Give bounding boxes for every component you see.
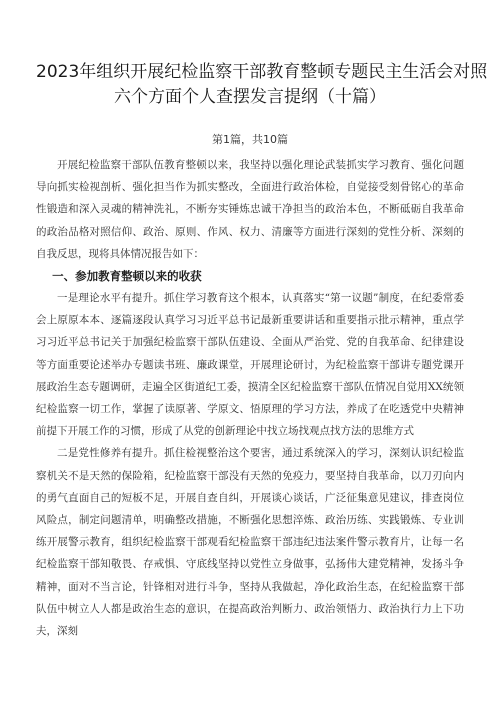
body-paragraph: 二是党性修养有提升。抓住检视整治这个要害，通过系统深入的学习，深刻认识纪检监察机关不是天然的保险箱，纪检监察干部没有天然的免疫力，要坚持自我革命，以刀刃向内的勇气直面自己的短板不足，开展自查自纠，开展谈心谈话，广泛征集意见建议，排查岗位风险点，制定问题清单，明确整改措施，不断强化思想淬炼、政治历练、实践锻炼、专业训练开展警示教育，组织纪检监察干部观看纪检监察干部违纪违法案件警示教育片，让每一名纪检监察干部知敬畏、存戒惧、守底线坚持以党性立身做事，弘扬伟大建党精神，发扬斗争精神，面对不当言论，针锋相对进行斗争，坚持从我做起，净化政治生态，在纪检监察干部队伍中树立人人都是政治生态的意识，在提高政治判断力、政治领悟力、政治执行力上下功夫，深刻 (36, 447, 464, 638)
section-heading: 一、参加教育整顿以来的收获 (52, 269, 202, 284)
body-paragraph: 一是理论水平有提升。抓住学习教育这个根本，认真落实“第一议题”制度，在纪委常委会上原原本本、逐篇逐段认真学习习近平总书记最新重要讲话和重要指示批示精神，重点学习习近平总书记关于加强纪检监察干部队伍建设、全面从严治党、党的自我革命、纪律建设等方面重要论述举办专题读书班、廉政课堂，开展理论研讨，为纪检监察干部讲专题党课开展政治生态专题调研，走遍全区街道纪工委，摸清全区纪检监察干部队伍情况自觉用XX统领纪检监察一切工作，掌握了读原著、学原文、悟原理的学习方法，养成了在吃透党中央精神前提下开展工作的习惯，形成了从党的创新理论中找立场找观点找方法的思维方式 (36, 292, 464, 438)
title-line-1: 2023年组织开展纪检监察干部教育整顿专题民主生活会对照 (36, 62, 488, 82)
part-indicator: 第1篇，共10篇 (212, 133, 288, 146)
document-title (36, 0, 488, 110)
title-line-2: 六个方面个人查摆发言提纲（十篇） (114, 87, 386, 107)
document-body (36, 154, 464, 642)
intro-paragraph: 开展纪检监察干部队伍教育整顿以来，我坚持以强化理论武装抓实学习教育、强化问题导向抓实检视剖析、强化担当作为抓实整改，全面进行政治体检，自觉接受刻骨铭心的革命性锻造和深入灵魂的精神洗礼，不断夯实锤炼忠诚干净担当的政治本色，不断砥砺自我革命的政治品格对照信仰、政治、原则、作风、权力、清廉等方面进行深刻的党性分析、深刻的自我反思，现将具体情况报告如下： (36, 159, 464, 260)
